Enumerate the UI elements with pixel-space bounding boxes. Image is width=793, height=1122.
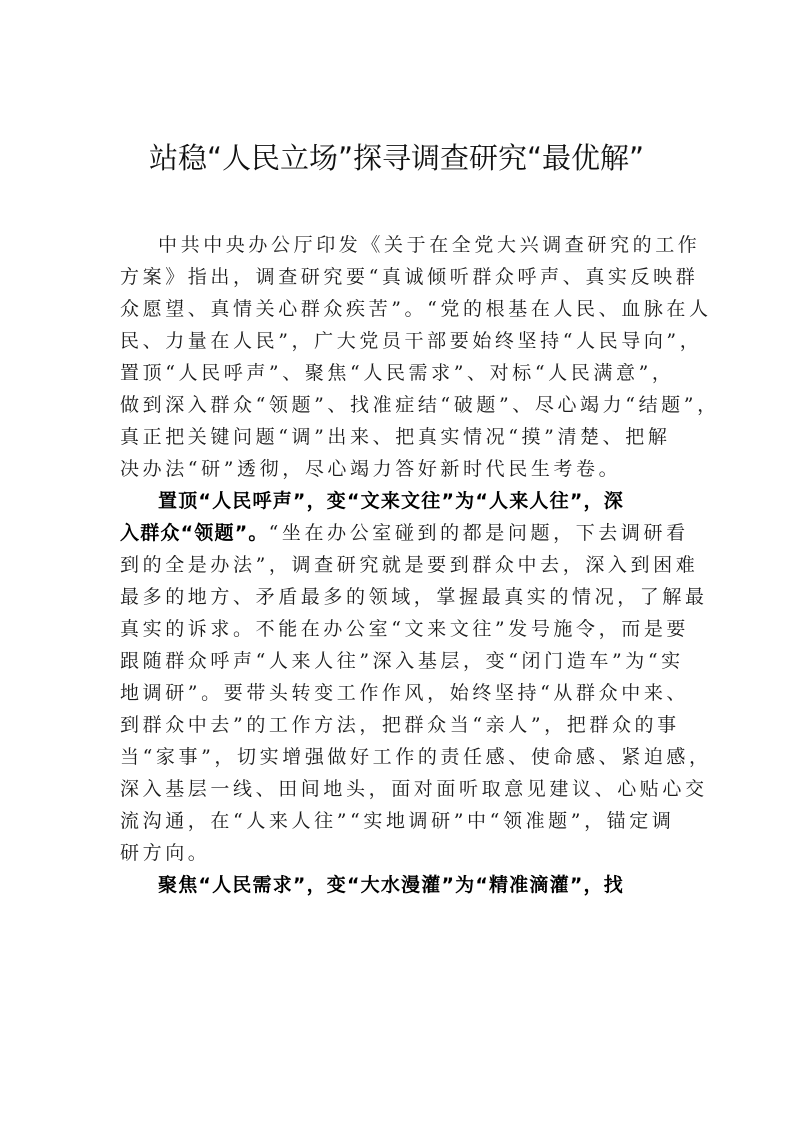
text-line: 真正把关键问题“调”出来、把真实情况“摸”清楚、把解 — [120, 426, 671, 448]
text-line: 到的全是办法”，调查研究就是要到群众中去，深入到困难 — [120, 554, 699, 576]
text-line: 当“家事”，切实增强做好工作的责任感、使命感、紧迫感， — [120, 746, 712, 768]
section-heading-tail: 入群众“领题”。 — [120, 522, 269, 544]
document-body — [120, 229, 720, 901]
text-line: 深入基层一线、田间地头，面对面听取意见建议、心贴心交 — [120, 778, 708, 800]
text-line: 民、力量在人民”，广大党员干部要始终坚持“人民导向”， — [120, 330, 703, 352]
text-line: 方案》指出，调查研究要“真诚倾听群众呼声、真实反映群 — [120, 266, 699, 288]
text-fragment: “坐在办公室碰到的都是问题，下去调研看 — [268, 522, 689, 544]
paragraph-section-2 — [120, 869, 676, 901]
text-line: 地调研”。要带头转变工作作风，始终坚持“从群众中来、 — [120, 682, 690, 704]
text-line: 到群众中去”的工作方法，把群众当“亲人”，把群众的事 — [120, 714, 680, 736]
section-heading-line: 置顶“人民呼声”，变“文来文往”为“人来人往”，深 — [158, 490, 624, 512]
text-line — [120, 517, 689, 549]
text-line: 真实的诉求。不能在办公室“文来文往”发号施令，而是要 — [120, 618, 690, 640]
text-line: 最多的地方、矛盾最多的领域，掌握最真实的情况，了解最 — [120, 586, 708, 608]
paragraph-section-1 — [120, 485, 712, 869]
text-line: 中共中央办公厅印发《关于在全党大兴调查研究的工作 — [158, 234, 701, 256]
paragraph-intro — [120, 229, 720, 485]
section-heading-line: 聚焦“人民需求”，变“大水漫灌”为“精准滴灌”，找 — [158, 874, 624, 896]
text-line: 跟随群众呼声“人来人往”深入基层，变“闭门造车”为“实 — [120, 650, 684, 672]
text-line: 众愿望、真情关心群众疾苦”。“党的根基在人民、血脉在人 — [120, 298, 712, 320]
text-line: 流沟通，在“人来人往”“实地调研”中“领准题”，锚定调 — [120, 810, 675, 832]
text-line: 置顶“人民呼声”、聚焦“人民需求”、对标“人民满意”， — [120, 362, 675, 384]
text-line: 做到深入群众“领题”、找准症结“破题”、尽心竭力“结题”， — [120, 394, 720, 416]
text-line: 决办法“研”透彻，尽心竭力答好新时代民生考卷。 — [120, 458, 622, 480]
document-title: 站稳“人民立场”探寻调查研究“最优解” — [148, 141, 645, 175]
text-line: 研方向。 — [120, 842, 211, 864]
